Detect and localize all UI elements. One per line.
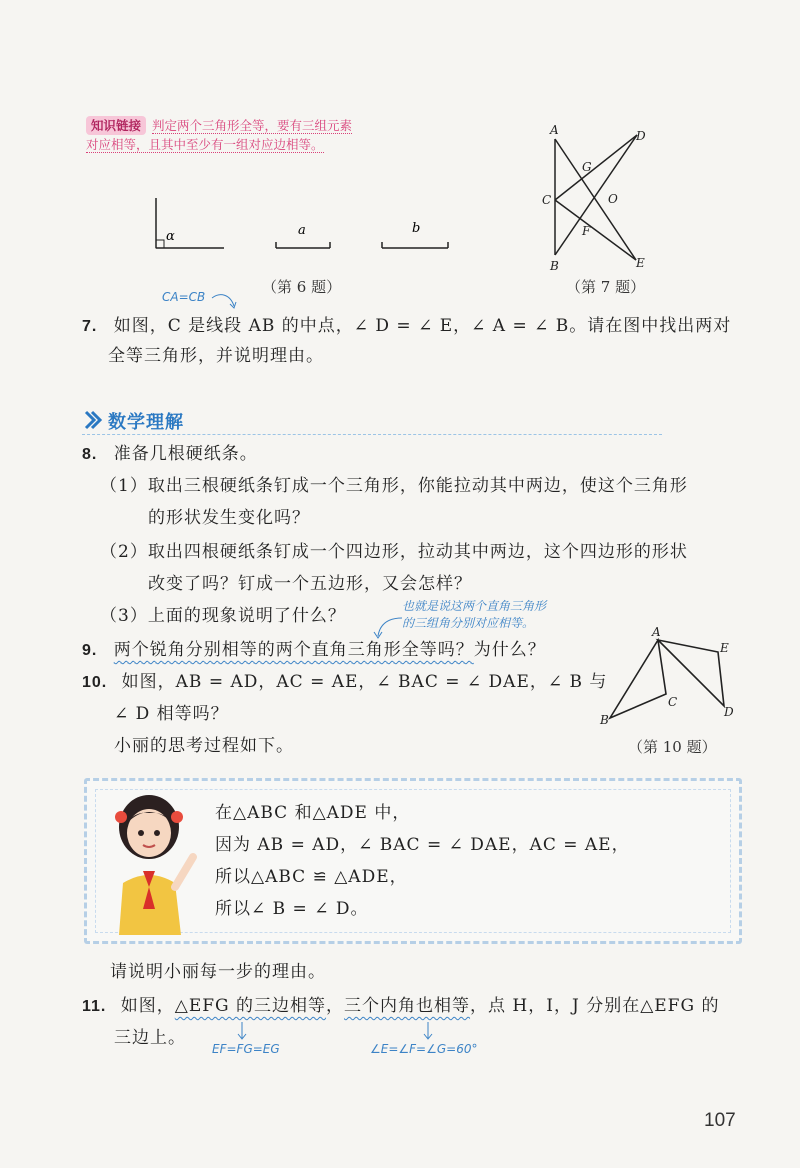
fig10-caption: （第 10 题） [628,738,717,756]
section-title: 数学理解 [108,412,184,433]
fig10-label-E: E [720,641,729,655]
fig7-label-B: B [550,259,559,273]
note-q11-a: EF=FG=EG [212,1042,280,1056]
question-10 [82,670,607,695]
fig10-label-D: D [724,705,734,719]
figure-7 [536,122,660,282]
note-q11-a-arrow [230,1020,254,1042]
fig10-label-A: A [652,625,661,639]
q10-line-3: 小丽的思考过程如下。 [114,736,294,756]
fig7-label-E: E [636,256,645,270]
q8-stem: 准备几根硬纸条。 [113,444,258,464]
q10-line-1: 如图，AB = AD，AC = AE，∠ BAC = ∠ DAE，∠ B 与 [121,672,608,692]
fig6-caption: （第 6 题） [262,278,342,296]
q7-number: 7. [82,318,98,335]
q11-number: 11. [82,998,107,1015]
section-header [82,406,662,435]
q11-post: ，点 H，I，J 分别在△EFG 的 [470,996,720,1016]
knowledge-link-text-1: 判定两个三角形全等，要有三组元素 [152,118,353,133]
q10-line-2: ∠ D 相等吗？ [114,704,229,724]
q7-line-2: 全等三角形，并说明理由。 [108,346,324,366]
q9-rest: 为什么？ [473,640,546,660]
thinking-box [84,778,742,944]
segment-b-label: b [412,221,421,236]
q8-number: 8. [82,446,98,463]
knowledge-link-tag: 知识链接 [86,116,146,135]
q9-underlined: 两个锐角分别相等的两个直角三角形全等吗？ [113,640,474,660]
question-7 [82,314,731,339]
thinking-line-3: 所以△ABC ≌ △ADE， [215,867,408,887]
question-11 [82,994,719,1019]
knowledge-link-text-2: 对应相等，且其中至少有一组对应边相等。 [86,137,324,152]
figure-6 [140,190,470,270]
q7-line-1: 如图，C 是线段 AB 的中点，∠ D = ∠ E，∠ A = ∠ B。请在图中找出两对 [113,316,732,336]
fig7-label-O: O [608,192,618,206]
segment-a-label: a [298,223,306,238]
note-q9-line-2: 的三组角分别对应相等。 [402,616,535,630]
fig10-label-B: B [600,713,609,727]
instruction-explain: 请说明小丽每一步的理由。 [110,962,326,982]
fig7-label-G: G [582,160,592,174]
q9-number: 9. [82,642,98,659]
fig7-label-C: C [542,193,552,207]
q11-underline-1: △EFG 的三边相等 [174,996,327,1016]
fig7-caption: （第 7 题） [566,278,646,296]
q8-p3: （3）上面的现象说明了什么？ [100,606,346,626]
q11-underline-2: 三个内角也相等 [344,996,471,1016]
note-q9-arrow [370,612,404,640]
page-number: 107 [704,1110,736,1131]
note-q9 [402,598,546,632]
thinking-line-4: 所以∠ B = ∠ D。 [215,899,369,919]
q8-p2-line-1: （2）取出四根硬纸条钉成一个四边形，拉动其中两边，这个四边形的形状 [100,542,688,562]
girl-illustration-icon [103,787,203,935]
q11-line-2: 三边上。 [114,1028,186,1048]
note-q7-arrow [210,290,240,312]
q8-p2-line-2: 改变了吗？钉成一个五边形，又会怎样？ [148,574,472,594]
q8-p1-line-1: （1）取出三根硬纸条钉成一个三角形，你能拉动其中两边，使这个三角形 [100,476,688,496]
q11-mid: ， [326,996,345,1016]
q11-pre: 如图， [120,996,175,1016]
question-9 [82,638,546,663]
fig10-label-C: C [668,695,678,709]
q10-number: 10. [82,674,108,691]
thinking-line-2: 因为 AB = AD，∠ BAC = ∠ DAE，AC = AE， [215,835,630,855]
note-q11-b-arrow [416,1020,440,1042]
q8-p1-line-2: 的形状发生变化吗？ [148,508,310,528]
note-q9-line-1: 也就是说这两个直角三角形 [402,599,547,613]
fig7-label-F: F [582,224,591,238]
fig7-label-A: A [550,123,559,137]
note-q11-b: ∠E=∠F=∠G=60° [370,1042,478,1056]
thinking-line-1: 在△ABC 和△ADE 中， [215,803,411,823]
question-8 [82,442,258,467]
note-q7: CA=CB [162,290,206,304]
pencil-chevron-icon [82,408,106,432]
fig7-label-D: D [636,129,646,143]
figure-10 [596,624,746,728]
knowledge-link [86,116,431,154]
angle-label: α [166,229,175,244]
